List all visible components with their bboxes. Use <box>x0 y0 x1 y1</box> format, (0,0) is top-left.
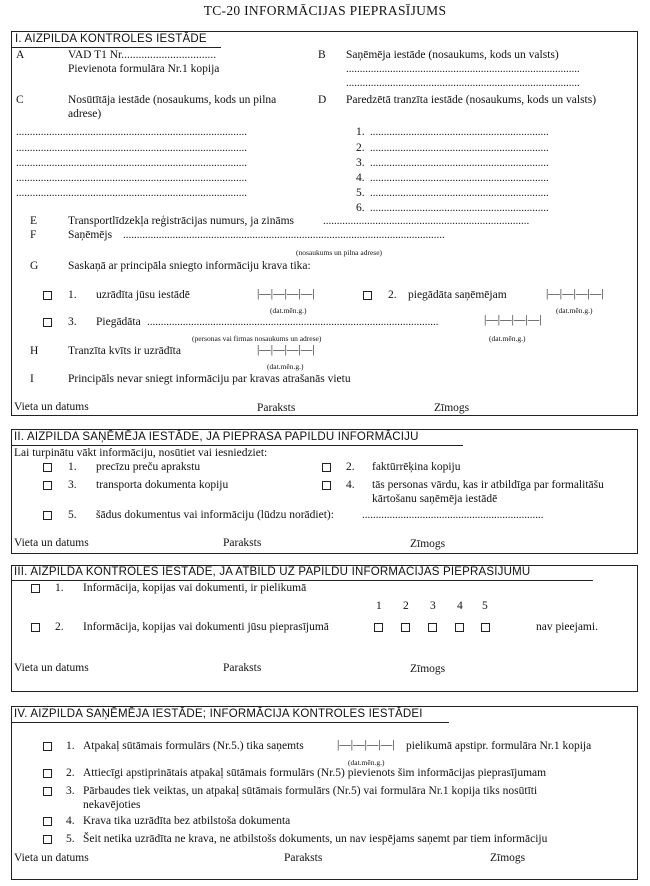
section-3-header: III. AIZPILDA KONTROLES IESTĀDE, JA ATBILD UZ PAPILDU INFORMĀCIJAS PIEPRASĪJUMU <box>14 566 531 578</box>
field-f-letter: F <box>30 229 37 241</box>
field-c-sublabel: adrese) <box>68 108 102 120</box>
sec4-item3-checkbox[interactable] <box>43 787 52 796</box>
field-g-label: Saskaņā ar principāla sniegto informāciju krava tika: <box>68 260 311 272</box>
field-b-line-1[interactable]: ..................................................................................... <box>346 63 580 75</box>
sec3-item1-label: Informācija, kopijas vai dokumenti, ir pielikumā <box>83 582 307 594</box>
g1-date-label: (dat.mēn.g.) <box>270 306 307 315</box>
sec3-item1-checkbox[interactable] <box>31 584 40 593</box>
field-e-label: Transportlīdzekļa reģistrācijas numurs, ja zināms <box>68 215 295 227</box>
sec2-item1-label: precīzu preču aprakstu <box>96 461 201 473</box>
field-h-letter: H <box>30 345 39 357</box>
sec4-item5-checkbox[interactable] <box>43 835 52 844</box>
section-1-header: I. AIZPILDA KONTROLES IESTĀDE <box>15 33 207 45</box>
sec2-item4-number: 4. <box>346 479 355 491</box>
sec4-item2-number: 2. <box>66 767 75 779</box>
g3-date-boxes[interactable]: |—|—|—|—| <box>484 314 542 326</box>
field-a-sublabel: Pievienota formulāra Nr.1 kopija <box>68 63 220 75</box>
sec2-item5-checkbox[interactable] <box>43 511 52 520</box>
field-g-letter: G <box>30 260 39 272</box>
sec4-item4-number: 4. <box>66 815 75 827</box>
sec4-item1-label: Atpakaļ sūtāmais formulārs (Nr.5.) tika saņemts <box>83 740 304 752</box>
field-c-line-3[interactable]: .................................................................................... <box>16 157 247 169</box>
sec4-item2-checkbox[interactable] <box>43 769 52 778</box>
g3-date-label: (dat.mēn.g.) <box>489 334 526 343</box>
g2-checkbox[interactable] <box>363 291 372 300</box>
g3-number: 3. <box>68 316 77 328</box>
sec2-item3-checkbox[interactable] <box>43 481 52 490</box>
field-e-letter: E <box>30 215 38 227</box>
g2-date-label: (dat.mēn.g.) <box>556 306 593 315</box>
g1-number: 1. <box>68 289 77 301</box>
section-1-header-rule <box>11 47 221 48</box>
field-b-label: Saņēmēja iestāde (nosaukums, kods un valsts) <box>346 49 559 61</box>
field-a-label: VAD T1 Nr................................. <box>68 49 217 61</box>
sec2-item3-number: 3. <box>68 479 77 491</box>
sec2-signature: Paraksts <box>223 537 262 549</box>
sec2-item4-checkbox[interactable] <box>322 481 331 490</box>
field-d-item-2: 2. <box>356 142 365 154</box>
sec3-col-5: 5 <box>482 600 488 612</box>
field-d-item-5: 5. <box>356 187 365 199</box>
sec4-item2-label: Attiecīgi apstiprinātais atpakaļ sūtāmais formulārs (Nr.5) pievienots šim informācijas pieprasījumam <box>83 767 547 779</box>
field-h-label: Tranzīta kvīts ir uzrādīta <box>68 345 181 357</box>
sec2-item4-label: tās personas vārdu, kas ir atbildīga par formalitāšu <box>372 479 604 491</box>
sec4-item1-tail: pielikumā apstipr. formulāra Nr.1 kopija <box>406 740 592 752</box>
sec4-item1-date-boxes[interactable]: |—|—|—|—| <box>337 739 395 751</box>
g2-date-boxes[interactable]: |—|—|—|—| <box>546 288 604 300</box>
sec3-col-3-checkbox[interactable] <box>428 623 437 632</box>
sec2-item2-checkbox[interactable] <box>322 463 331 472</box>
sec3-item1-number: 1. <box>55 582 64 594</box>
sec3-item2-label: Informācija, kopijas vai dokumenti jūsu pieprasījumā <box>83 621 329 633</box>
sec3-stamp: Zīmogs <box>410 663 446 675</box>
field-b-letter: B <box>318 49 326 61</box>
g2-label: piegādāta saņēmējam <box>408 289 507 301</box>
sec2-intro: Lai turpinātu vākt informāciju, nosūtiet vai iesniedziet: <box>14 447 268 459</box>
h-date-boxes[interactable]: |—|—|—|—| <box>257 344 315 356</box>
field-d-label: Paredzētā tranzīta iestāde (nosaukums, kods un valsts) <box>346 94 597 106</box>
sec4-stamp: Zīmogs <box>490 852 526 864</box>
field-d-item-6: 6. <box>356 202 365 214</box>
sec3-item2-tail: nav pieejami. <box>536 621 598 633</box>
field-e-line[interactable]: ........................................................................... <box>323 215 530 227</box>
sec4-item5-label: Šeit netika uzrādīta ne krava, ne atbilstošs dokuments, un nav iespējams saņemt par tiem informāciju <box>83 833 548 845</box>
sec4-item3-number: 3. <box>66 785 75 797</box>
section-4-header: IV. AIZPILDA SAŅĒMĒJA IESTĀDE; INFORMĀCIJA KONTROLES IESTĀDEI <box>14 708 423 720</box>
sec1-signature: Paraksts <box>257 402 296 414</box>
sec4-item1-checkbox[interactable] <box>43 742 52 751</box>
sec3-col-5-checkbox[interactable] <box>481 623 490 632</box>
field-d-item-4: 4. <box>356 172 365 184</box>
sec1-stamp: Zīmogs <box>434 402 470 414</box>
sec3-item2-number: 2. <box>55 621 64 633</box>
section-2-header-rule <box>11 445 463 446</box>
field-f-label: Saņēmējs <box>68 229 113 241</box>
field-i-letter: I <box>30 373 34 385</box>
g3-label: Piegādāta <box>96 316 141 328</box>
field-c-line-2[interactable]: .................................................................................... <box>16 142 247 154</box>
field-f-line[interactable]: ..................................................................................................................... <box>123 229 445 241</box>
sec3-signature: Paraksts <box>223 662 262 674</box>
sec2-item3-label: transporta dokumenta kopiju <box>96 479 229 491</box>
sec2-item1-checkbox[interactable] <box>43 463 52 472</box>
section-3-header-rule <box>11 580 593 581</box>
field-d-line-4[interactable]: ................................................................. <box>370 172 549 184</box>
sec2-item5-label: šādus dokumentus vai informāciju (lūdzu norādiet): <box>96 509 334 521</box>
sec2-item5-line[interactable]: .................................................................. <box>362 509 544 521</box>
field-c-line-5[interactable]: .................................................................................... <box>16 187 247 199</box>
field-c-letter: C <box>16 94 24 106</box>
section-2-header: II. AIZPILDA SAŅĒMĒJA IESTĀDE, JA PIEPRASA PAPILDU INFORMĀCIJU <box>14 431 419 443</box>
field-d-line-6[interactable]: ................................................................. <box>370 202 549 214</box>
sec3-col-2-checkbox[interactable] <box>401 623 410 632</box>
sec3-place-date: Vieta un datums <box>14 662 89 674</box>
page-title: TC-20 INFORMĀCIJAS PIEPRASĪJUMS <box>203 3 447 18</box>
h-date-label: (dat.mēn.g.) <box>267 362 304 371</box>
sec3-col-3: 3 <box>430 600 436 612</box>
sec3-col-4: 4 <box>457 600 463 612</box>
sec4-item4-checkbox[interactable] <box>43 817 52 826</box>
sec2-item2-number: 2. <box>346 461 355 473</box>
sec4-item3-label-2: nekavējoties <box>83 799 141 811</box>
sec1-place-date: Vieta un datums <box>14 401 89 413</box>
g3-line[interactable]: .......................................................................................................... <box>147 316 439 328</box>
sec4-item1-date-label: (dat.mēn.g.) <box>348 758 385 767</box>
g1-checkbox[interactable] <box>43 291 52 300</box>
field-c-line-4[interactable]: .................................................................................... <box>16 172 247 184</box>
sec3-col-4-checkbox[interactable] <box>455 623 464 632</box>
sec4-item3-label: Pārbaudes tiek veiktas, un atpakaļ sūtāmais formulārs (Nr.5) vai formulāra Nr.1 kopija tiks nosūtīti <box>83 785 538 797</box>
sec2-item5-number: 5. <box>68 509 77 521</box>
field-d-line-3[interactable]: ................................................................. <box>370 157 549 169</box>
field-d-line-2[interactable]: ................................................................. <box>370 142 549 154</box>
sec2-item1-number: 1. <box>68 461 77 473</box>
field-b-line-2[interactable]: ..................................................................................... <box>346 77 580 89</box>
g1-label: uzrādīta jūsu iestādē <box>96 289 190 301</box>
field-d-item-3: 3. <box>356 157 365 169</box>
field-c-label: Nosūtītāja iestāde (nosaukums, kods un pilna <box>68 94 277 106</box>
sec3-col-2: 2 <box>403 600 409 612</box>
sec3-col-1: 1 <box>376 600 382 612</box>
g1-date-boxes[interactable]: |—|—|—|—| <box>257 288 315 300</box>
sec2-item2-label: faktūrrēķina kopiju <box>372 461 461 473</box>
field-i-label: Principāls nevar sniegt informāciju par kravas atrašanās vietu <box>68 373 351 385</box>
sec3-item2-checkbox[interactable] <box>31 623 40 632</box>
g3-checkbox[interactable] <box>43 318 52 327</box>
sec2-place-date: Vieta un datums <box>14 537 89 549</box>
sec4-item5-number: 5. <box>66 833 75 845</box>
field-f-note: (nosaukums un pilna adrese) <box>296 248 383 257</box>
section-4-header-rule <box>11 722 449 723</box>
sec4-signature: Paraksts <box>284 852 323 864</box>
field-d-line-5[interactable]: ................................................................. <box>370 187 549 199</box>
field-d-letter: D <box>318 94 327 106</box>
field-a-letter: A <box>16 49 25 61</box>
sec4-item1-number: 1. <box>66 740 75 752</box>
g2-number: 2. <box>388 289 397 301</box>
g3-note: (personas vai firmas nosaukums un adrese) <box>192 334 322 343</box>
sec3-col-1-checkbox[interactable] <box>374 623 383 632</box>
field-d-item-1: 1. <box>356 126 365 138</box>
field-c-line-1[interactable]: .................................................................................... <box>16 126 247 138</box>
sec4-item4-label: Krava tika uzrādīta bez atbilstoša dokumenta <box>83 815 291 827</box>
sec2-stamp: Zīmogs <box>410 538 446 550</box>
sec2-item4-label-2: kārtošanu saņēmēja iestādē <box>372 493 498 505</box>
sec4-place-date: Vieta un datums <box>14 852 89 864</box>
field-d-line-1[interactable]: ................................................................. <box>370 126 549 138</box>
